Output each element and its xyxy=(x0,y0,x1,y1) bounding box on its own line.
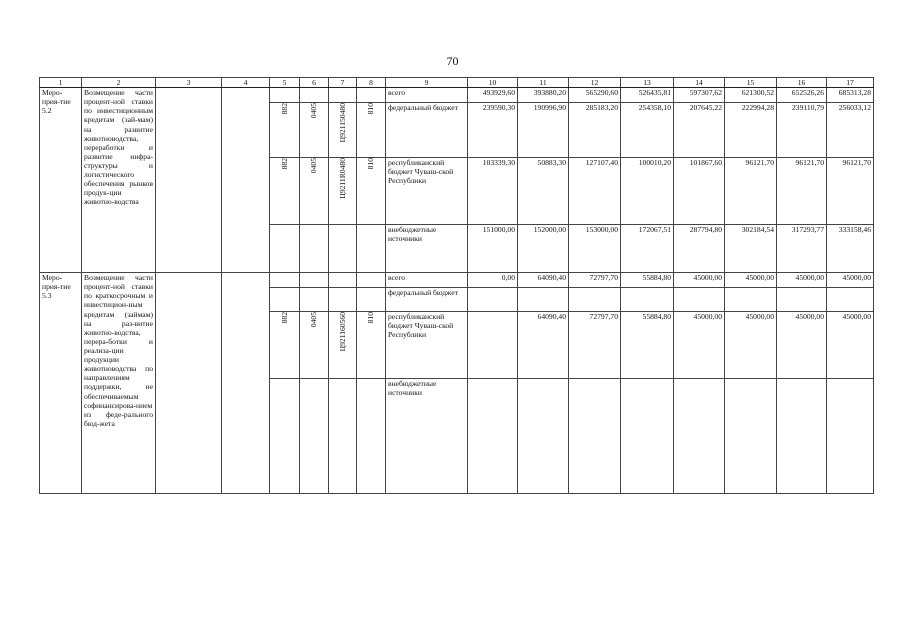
value-cell: 64090,40 xyxy=(518,273,569,288)
table-row xyxy=(40,88,874,103)
co-executors-cell xyxy=(222,273,270,494)
grbs-code-text: 882 xyxy=(279,312,289,324)
column-number: 9 xyxy=(386,78,468,88)
column-number: 8 xyxy=(357,78,386,88)
funding-source: всего xyxy=(386,273,468,288)
value-cell: 55884,80 xyxy=(621,273,674,288)
column-number: 5 xyxy=(270,78,300,88)
value-cell: 45000,00 xyxy=(827,273,874,288)
funding-source: республиканский бюджет Чуваш-ской Республики xyxy=(386,158,468,225)
measure-description: Возмещение части процент-ной ставки по инвестиционным кредитам (зай-мам) на развитие животноводства, переработки и развитие инфра-структуры и логистического обеспечения рынков продук-ции животно-водства xyxy=(82,88,156,273)
expense-type-code-text: 810 xyxy=(366,103,376,115)
value-cell: 285183,20 xyxy=(569,103,621,158)
value-cell xyxy=(468,312,518,379)
value-cell: 239590,30 xyxy=(468,103,518,158)
measure-id: Меро-прия-тие 5.3 xyxy=(40,273,82,494)
value-cell: 103339,30 xyxy=(468,158,518,225)
section-code xyxy=(300,312,329,379)
value-cell: 333158,46 xyxy=(827,225,874,273)
column-number: 12 xyxy=(569,78,621,88)
section-code xyxy=(300,379,329,494)
value-cell: 207645,22 xyxy=(674,103,725,158)
responsible-cell xyxy=(156,273,222,494)
value-cell xyxy=(777,288,827,312)
grbs-code xyxy=(270,273,300,288)
target-article-code-text: Ц921150480 xyxy=(337,103,347,143)
value-cell xyxy=(468,379,518,494)
responsible-cell xyxy=(156,88,222,273)
value-cell xyxy=(725,288,777,312)
value-cell: 190996,90 xyxy=(518,103,569,158)
expense-type-code xyxy=(357,273,386,288)
value-cell: 72797,70 xyxy=(569,312,621,379)
section-code xyxy=(300,273,329,288)
funding-source: всего xyxy=(386,88,468,103)
column-number: 4 xyxy=(222,78,270,88)
target-article-code xyxy=(329,379,357,494)
section-code xyxy=(300,158,329,225)
value-cell xyxy=(674,379,725,494)
section-code xyxy=(300,88,329,103)
value-cell: 287794,80 xyxy=(674,225,725,273)
column-number: 1 xyxy=(40,78,82,88)
value-cell: 621300,52 xyxy=(725,88,777,103)
co-executors-cell xyxy=(222,88,270,273)
column-number: 14 xyxy=(674,78,725,88)
expense-type-code-text: 810 xyxy=(366,312,376,324)
value-cell: 45000,00 xyxy=(674,273,725,288)
column-number: 3 xyxy=(156,78,222,88)
value-cell xyxy=(621,379,674,494)
value-cell: 565290,60 xyxy=(569,88,621,103)
section-code xyxy=(300,103,329,158)
grbs-code xyxy=(270,288,300,312)
expense-type-code xyxy=(357,288,386,312)
column-number: 11 xyxy=(518,78,569,88)
value-cell: 393880,20 xyxy=(518,88,569,103)
value-cell: 45000,00 xyxy=(725,312,777,379)
value-cell: 239110,79 xyxy=(777,103,827,158)
value-cell: 493929,60 xyxy=(468,88,518,103)
target-article-code-text: Ц921160560 xyxy=(337,312,347,352)
column-number: 13 xyxy=(621,78,674,88)
target-article-code xyxy=(329,312,357,379)
column-number: 2 xyxy=(82,78,156,88)
value-cell: 55884,80 xyxy=(621,312,674,379)
value-cell xyxy=(621,288,674,312)
section-code-text: 0405 xyxy=(309,158,319,174)
value-cell: 45000,00 xyxy=(725,273,777,288)
header-row xyxy=(40,78,874,88)
value-cell xyxy=(518,379,569,494)
section-code xyxy=(300,225,329,273)
value-cell: 652526,26 xyxy=(777,88,827,103)
funding-source: внебюджетные источники xyxy=(386,379,468,494)
grbs-code xyxy=(270,379,300,494)
value-cell xyxy=(569,379,621,494)
value-cell xyxy=(674,288,725,312)
value-cell: 96121,70 xyxy=(725,158,777,225)
value-cell: 256033,12 xyxy=(827,103,874,158)
value-cell: 222994,28 xyxy=(725,103,777,158)
value-cell: 152000,00 xyxy=(518,225,569,273)
value-cell: 127107,40 xyxy=(569,158,621,225)
value-cell: 72797,70 xyxy=(569,273,621,288)
funding-source: федеральный бюджет xyxy=(386,288,468,312)
value-cell: 317293,77 xyxy=(777,225,827,273)
grbs-code xyxy=(270,312,300,379)
grbs-code xyxy=(270,88,300,103)
column-number: 10 xyxy=(468,78,518,88)
value-cell xyxy=(777,379,827,494)
target-article-code xyxy=(329,103,357,158)
grbs-code xyxy=(270,158,300,225)
section-code-text: 0405 xyxy=(309,103,319,119)
funding-source: республиканский бюджет Чуваш-ской Республики xyxy=(386,312,468,379)
section-code-text: 0405 xyxy=(309,312,319,328)
value-cell: 526435,81 xyxy=(621,88,674,103)
funding-source: федеральный бюджет xyxy=(386,103,468,158)
value-cell xyxy=(518,288,569,312)
value-cell: 172067,51 xyxy=(621,225,674,273)
target-article-code xyxy=(329,288,357,312)
value-cell xyxy=(468,288,518,312)
value-cell xyxy=(569,288,621,312)
target-article-code xyxy=(329,273,357,288)
grbs-code-text: 882 xyxy=(279,103,289,115)
grbs-code xyxy=(270,225,300,273)
value-cell: 302184,54 xyxy=(725,225,777,273)
value-cell: 153000,00 xyxy=(569,225,621,273)
column-number: 16 xyxy=(777,78,827,88)
measure-description: Возмещение части процент-ной ставки по краткосрочным и инвестицион-ным кредитам (займам) на раз-витие животно-водства, перера-ботки и реализа-ции продукции животноводства по направлениям поддержки, не обеспечиваемым софинансирова-нием из феде-рального бюд-жета xyxy=(82,273,156,494)
expense-type-code xyxy=(357,379,386,494)
budget-table xyxy=(39,77,874,494)
expense-type-code-text: 810 xyxy=(366,158,376,170)
funding-source: внебюджетные источники xyxy=(386,225,468,273)
value-cell: 45000,00 xyxy=(827,312,874,379)
target-article-code xyxy=(329,158,357,225)
expense-type-code xyxy=(357,158,386,225)
value-cell: 64090,40 xyxy=(518,312,569,379)
value-cell: 151000,00 xyxy=(468,225,518,273)
value-cell xyxy=(827,379,874,494)
table-row xyxy=(40,273,874,288)
value-cell: 100010,20 xyxy=(621,158,674,225)
value-cell: 254358,10 xyxy=(621,103,674,158)
value-cell: 597307,62 xyxy=(674,88,725,103)
value-cell: 101867,60 xyxy=(674,158,725,225)
column-number: 17 xyxy=(827,78,874,88)
column-number: 6 xyxy=(300,78,329,88)
target-article-code-text: Ц9211R0480 xyxy=(337,158,347,199)
value-cell: 50883,30 xyxy=(518,158,569,225)
column-number: 15 xyxy=(725,78,777,88)
value-cell xyxy=(725,379,777,494)
page-number: 70 xyxy=(446,54,459,68)
value-cell: 96121,70 xyxy=(827,158,874,225)
grbs-code xyxy=(270,103,300,158)
value-cell: 45000,00 xyxy=(674,312,725,379)
column-number: 7 xyxy=(329,78,357,88)
value-cell: 685313,28 xyxy=(827,88,874,103)
target-article-code xyxy=(329,88,357,103)
expense-type-code xyxy=(357,225,386,273)
measure-id: Меро-прия-тие 5.2 xyxy=(40,88,82,273)
value-cell xyxy=(827,288,874,312)
value-cell: 0,00 xyxy=(468,273,518,288)
expense-type-code xyxy=(357,312,386,379)
target-article-code xyxy=(329,225,357,273)
expense-type-code xyxy=(357,103,386,158)
expense-type-code xyxy=(357,88,386,103)
section-code xyxy=(300,288,329,312)
value-cell: 45000,00 xyxy=(777,312,827,379)
value-cell: 45000,00 xyxy=(777,273,827,288)
grbs-code-text: 882 xyxy=(279,158,289,170)
value-cell: 96121,70 xyxy=(777,158,827,225)
